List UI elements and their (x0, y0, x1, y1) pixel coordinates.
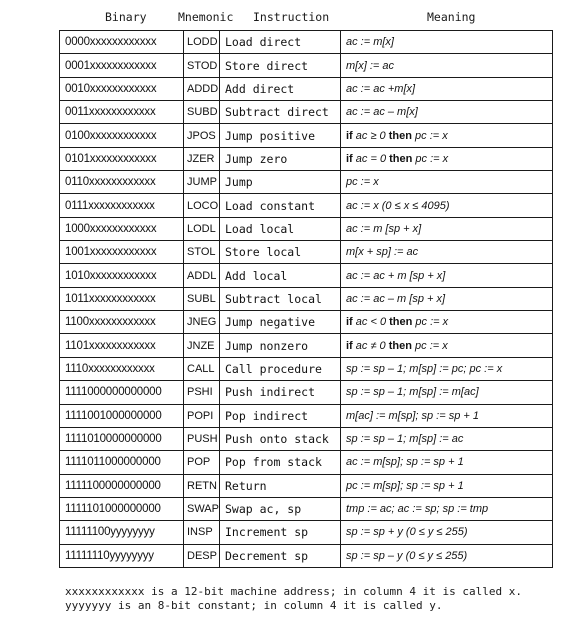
mnemonic-cell: PSHI (184, 381, 220, 404)
instruction-cell: Subtract local (220, 287, 341, 310)
mnemonic-cell: LODL (184, 217, 220, 240)
instruction-cell: Decrement sp (220, 544, 341, 567)
table-row (60, 264, 553, 287)
meaning-cell: sp := sp – 1; m[sp] := pc; pc := x (341, 357, 553, 380)
mnemonic-cell: ADDL (184, 264, 220, 287)
header-mnemonic: Mnemonic (178, 10, 234, 24)
instruction-cell: Jump negative (220, 311, 341, 334)
binary-cell: 0011xxxxxxxxxxxx (60, 101, 184, 124)
footnote-y: yyyyyyy is an 8-bit constant; in column 4 it is called y. (65, 599, 443, 612)
binary-cell: 0000xxxxxxxxxxxx (60, 31, 184, 54)
binary-cell: 1111011000000000 (60, 451, 184, 474)
instruction-cell: Return (220, 474, 341, 497)
header-meaning: Meaning (427, 10, 476, 24)
mnemonic-cell: STOL (184, 241, 220, 264)
table-row (60, 124, 553, 147)
instruction-cell: Store local (220, 241, 341, 264)
binary-cell: 0110xxxxxxxxxxxx (60, 171, 184, 194)
table-row (60, 194, 553, 217)
mnemonic-cell: JZER (184, 147, 220, 170)
mnemonic-cell: INSP (184, 521, 220, 544)
table-row (60, 77, 553, 100)
mnemonic-cell: RETN (184, 474, 220, 497)
instruction-table (59, 30, 553, 568)
table-row (60, 334, 553, 357)
table-row (60, 171, 553, 194)
meaning-cell: ac := m[x] (341, 31, 553, 54)
binary-cell: 1111101000000000 (60, 497, 184, 520)
meaning-cell: ac := ac – m [sp + x] (341, 287, 553, 310)
instruction-cell: Jump nonzero (220, 334, 341, 357)
instruction-cell: Push indirect (220, 381, 341, 404)
binary-cell: 1101xxxxxxxxxxxx (60, 334, 184, 357)
table-row (60, 217, 553, 240)
instruction-cell: Push onto stack (220, 427, 341, 450)
binary-cell: 1000xxxxxxxxxxxx (60, 217, 184, 240)
meaning-cell: sp := sp – 1; m[sp] := m[ac] (341, 381, 553, 404)
mnemonic-cell: POPI (184, 404, 220, 427)
instruction-cell: Load constant (220, 194, 341, 217)
meaning-cell: tmp := ac; ac := sp; sp := tmp (341, 497, 553, 520)
meaning-cell: m[x + sp] := ac (341, 241, 553, 264)
binary-cell: 0001xxxxxxxxxxxx (60, 54, 184, 77)
mnemonic-cell: JPOS (184, 124, 220, 147)
mnemonic-cell: SUBD (184, 101, 220, 124)
binary-cell: 0101xxxxxxxxxxxx (60, 147, 184, 170)
instruction-cell: Jump (220, 171, 341, 194)
instruction-cell: Pop indirect (220, 404, 341, 427)
instruction-cell: Increment sp (220, 521, 341, 544)
meaning-cell: if ac ≥ 0 then pc := x (341, 124, 553, 147)
instruction-cell: Subtract direct (220, 101, 341, 124)
mnemonic-cell: JNZE (184, 334, 220, 357)
instruction-cell: Load direct (220, 31, 341, 54)
table-row (60, 54, 553, 77)
mnemonic-cell: LOCO (184, 194, 220, 217)
table-row (60, 147, 553, 170)
instruction-cell: Jump zero (220, 147, 341, 170)
mnemonic-cell: CALL (184, 357, 220, 380)
table-row (60, 381, 553, 404)
instruction-cell: Store direct (220, 54, 341, 77)
meaning-cell: ac := x (0 ≤ x ≤ 4095) (341, 194, 553, 217)
mnemonic-cell: JNEG (184, 311, 220, 334)
table-row (60, 497, 553, 520)
mnemonic-cell: JUMP (184, 171, 220, 194)
binary-cell: 11111100yyyyyyyy (60, 521, 184, 544)
binary-cell: 1111000000000000 (60, 381, 184, 404)
meaning-cell: pc := x (341, 171, 553, 194)
meaning-cell: ac := ac – m[x] (341, 101, 553, 124)
table-row (60, 101, 553, 124)
instruction-cell: Call procedure (220, 357, 341, 380)
meaning-cell: if ac = 0 then pc := x (341, 147, 553, 170)
binary-cell: 1111010000000000 (60, 427, 184, 450)
table-row (60, 404, 553, 427)
mnemonic-cell: LODD (184, 31, 220, 54)
binary-cell: 1111001000000000 (60, 404, 184, 427)
table-row (60, 521, 553, 544)
meaning-cell: ac := ac + m [sp + x] (341, 264, 553, 287)
binary-cell: 0010xxxxxxxxxxxx (60, 77, 184, 100)
binary-cell: 1001xxxxxxxxxxxx (60, 241, 184, 264)
meaning-cell: ac := m [sp + x] (341, 217, 553, 240)
table-row (60, 357, 553, 380)
mnemonic-cell: ADDD (184, 77, 220, 100)
table-row (60, 31, 553, 54)
meaning-cell: m[x] := ac (341, 54, 553, 77)
binary-cell: 0111xxxxxxxxxxxx (60, 194, 184, 217)
binary-cell: 11111110yyyyyyyy (60, 544, 184, 567)
instruction-cell: Pop from stack (220, 451, 341, 474)
binary-cell: 1110xxxxxxxxxxxx (60, 357, 184, 380)
meaning-cell: sp := sp + y (0 ≤ y ≤ 255) (341, 521, 553, 544)
meaning-cell: ac := ac +m[x] (341, 77, 553, 100)
instruction-cell: Add local (220, 264, 341, 287)
table-row (60, 241, 553, 264)
table-row (60, 287, 553, 310)
footnote-x: xxxxxxxxxxxx is a 12-bit machine address; in column 4 it is called x. (65, 585, 522, 598)
mnemonic-cell: DESP (184, 544, 220, 567)
table-row (60, 544, 553, 567)
meaning-cell: pc := m[sp]; sp := sp + 1 (341, 474, 553, 497)
mnemonic-cell: SUBL (184, 287, 220, 310)
meaning-cell: sp := sp – 1; m[sp] := ac (341, 427, 553, 450)
table-row (60, 474, 553, 497)
meaning-cell: m[ac] := m[sp]; sp := sp + 1 (341, 404, 553, 427)
mnemonic-cell: STOD (184, 54, 220, 77)
mnemonic-cell: SWAP (184, 497, 220, 520)
meaning-cell: if ac < 0 then pc := x (341, 311, 553, 334)
table-row (60, 311, 553, 334)
table-row (60, 427, 553, 450)
instruction-cell: Load local (220, 217, 341, 240)
binary-cell: 1010xxxxxxxxxxxx (60, 264, 184, 287)
header-binary: Binary (105, 10, 147, 24)
header-instruction: Instruction (253, 10, 330, 24)
binary-cell: 1111100000000000 (60, 474, 184, 497)
instruction-cell: Jump positive (220, 124, 341, 147)
meaning-cell: sp := sp – y (0 ≤ y ≤ 255) (341, 544, 553, 567)
meaning-cell: ac := m[sp]; sp := sp + 1 (341, 451, 553, 474)
table-row (60, 451, 553, 474)
binary-cell: 1011xxxxxxxxxxxx (60, 287, 184, 310)
binary-cell: 0100xxxxxxxxxxxx (60, 124, 184, 147)
mnemonic-cell: PUSH (184, 427, 220, 450)
mnemonic-cell: POP (184, 451, 220, 474)
binary-cell: 1100xxxxxxxxxxxx (60, 311, 184, 334)
instruction-cell: Swap ac, sp (220, 497, 341, 520)
meaning-cell: if ac ≠ 0 then pc := x (341, 334, 553, 357)
instruction-cell: Add direct (220, 77, 341, 100)
